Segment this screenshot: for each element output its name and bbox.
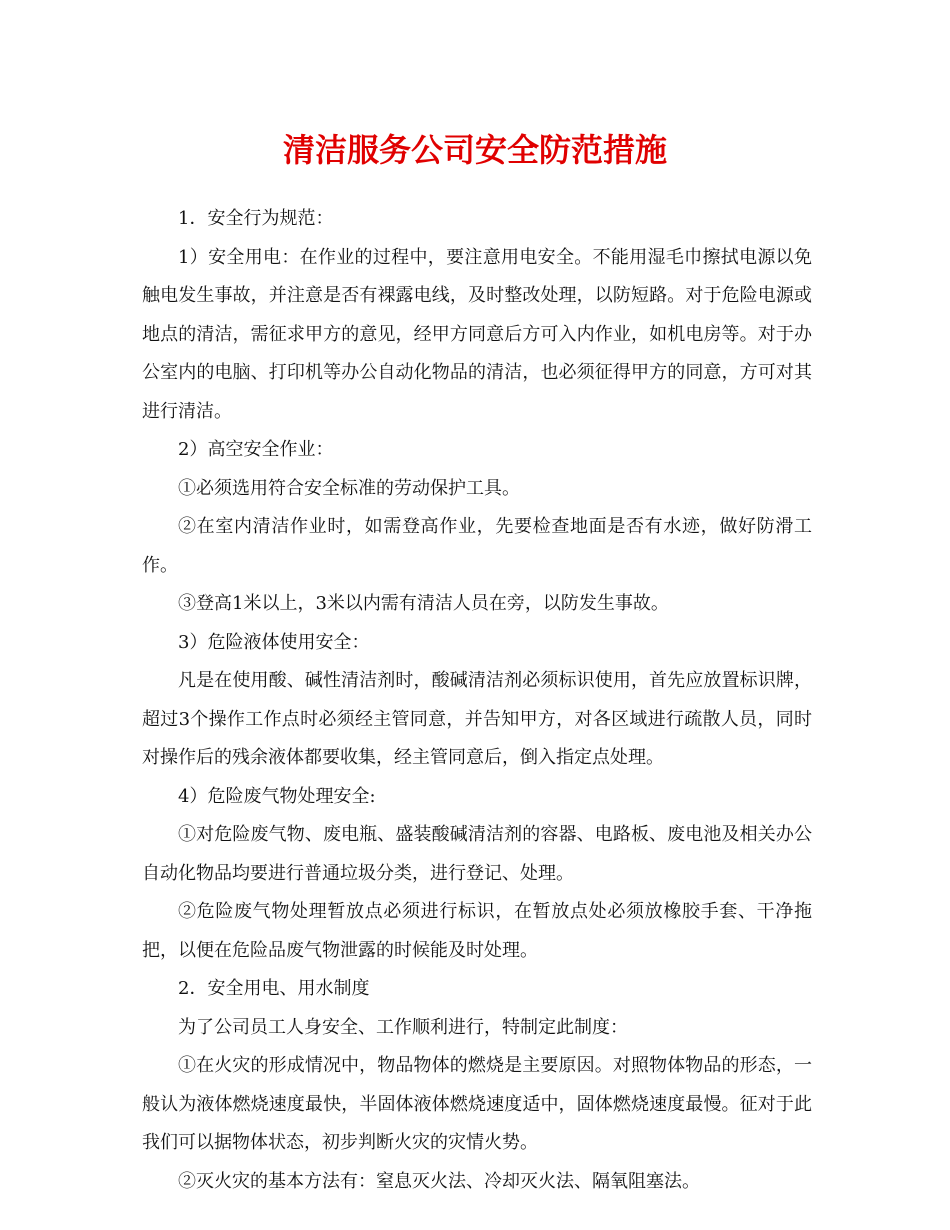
paragraph-waste-2: ②危险废气物处理暂放点必须进行标识，在暂放点处必须放橡胶手套、干净拖把，以便在危险品废气物泄露的时候能及时处理。 bbox=[142, 901, 812, 961]
document-body bbox=[142, 200, 812, 1201]
paragraph-liquid-body: 凡是在使用酸、碱性清洁剂时，酸碱清洁剂必须标识使用，首先应放置标识牌，超过3个操作工作点时必须经主管同意，并告知甲方，对各区域进行疏散人员，同时对操作后的残余液体都要收集，经主管同意后，倒入指定点处理。 bbox=[142, 670, 812, 768]
paragraph-waste-heading: 4）危险废气物处理安全: bbox=[178, 785, 376, 807]
paragraph-height-work-3: ③登高1米以上，3米以内需有清洁人员在旁，以防发生事故。 bbox=[178, 593, 669, 614]
paragraph-section-2-heading: 2．安全用电、用水制度 bbox=[178, 978, 370, 999]
paragraph-fire-1: ①在火灾的形成情况中，物品物体的燃烧是主要原因。对照物体物品的形态，一般认为液体燃烧速度最快，半固体液体燃烧速度适中，固体燃烧速度最慢。征对于此我们可以据物体状态，初步判断火灾的灾情火势。 bbox=[142, 1055, 812, 1153]
paragraph-electric-safety: 1）安全用电：在作业的过程中，要注意用电安全。不能用湿毛巾擦拭电源以免触电发生事故，并注意是否有裸露电线，及时整改处理，以防短路。对于危险电源或地点的清洁，需征求甲方的意见，经甲方同意后方可入内作业，如机电房等。对于办公室内的电脑、打印机等办公自动化物品的清洁，也必须征得甲方的同意，方可对其进行清洁。 bbox=[142, 246, 812, 422]
paragraph-fire-2: ②灭火灾的基本方法有：窒息灭火法、冷却灭火法、隔氧阻塞法。 bbox=[178, 1170, 700, 1192]
paragraph-height-work-2: ②在室内清洁作业时，如需登高作业，先要检查地面是否有水迹，做好防滑工作。 bbox=[142, 516, 812, 576]
document-title: 清洁服务公司安全防范措施 bbox=[282, 131, 667, 169]
paragraph-liquid-heading: 3）危险液体使用安全： bbox=[178, 631, 370, 653]
paragraph-height-work-heading: 2）高空安全作业： bbox=[178, 439, 334, 460]
paragraph-height-work-1: ①必须选用符合安全标准的劳动保护工具。 bbox=[178, 477, 520, 499]
paragraph-section-2-intro: 为了公司员工人身安全、工作顺利进行，特制定此制度： bbox=[178, 1016, 628, 1038]
paragraph-section-1-heading: 1．安全行为规范： bbox=[178, 208, 334, 229]
paragraph-waste-1: ①对危险废气物、废电瓶、盛装酸碱清洁剂的容器、电路板、废电池及相关办公自动化物品均要进行普通垃圾分类，进行登记、处理。 bbox=[142, 824, 812, 884]
